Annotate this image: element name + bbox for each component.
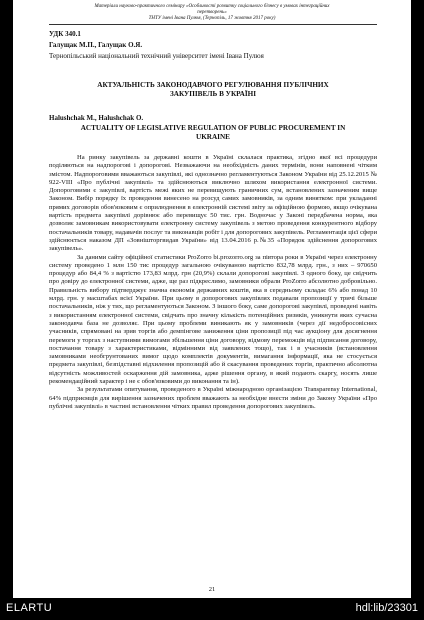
title-en-line-2: UKRAINE [196,133,230,141]
authors-ukrainian: Галущак М.П., Галущак О.Я. [49,41,143,49]
header-line-2: перетворень» [197,10,227,16]
title-ua-line-1: АКТУАЛЬНІСТЬ ЗАКОНОДАВЧОГО РЕГУЛЮВАННЯ ПУБЛІЧНИХ [97,81,329,89]
title-ukrainian [49,81,377,99]
footer-bar [0,598,424,620]
header-line-1: Матеріали науково-практичного семінару «Особливості розвитку соціального бізнесу в умовах інтеграційних [94,4,330,9]
handle-identifier: hdl:lib/23301 [355,602,418,614]
conference-header [53,4,371,23]
authors-english: Halushchak M., Halushchak O. [49,114,144,122]
paragraph: На ринку закупівель за державні кошти в Україні склалася практика, згідно якої всі процедури поділяються на надпорогові і допорогові. Незважаючи на необхідність даних термінів, вони наповнені чітким змістом. Надпороговими вважаються закупівлі, які однозначно регламентуються Законом України від 25.12.2015 № 922-VIII «Про публічні закупівлі» та здійснюються виключно шляхом використання електронної системи. Допороговими є закупівлі, вартість межі яких не перевищують граничних сум, встановлених зазначеним вище Законом. Вибір порядку їх проведення винесено на розсуд самих замовників, за одним винятком: при укладанні прямих договорів обов'язковим є оприлюднення в електронній системі звіту за офіційною формою, якщо очікувана вартість предмета закупівлі дорівнює або перевищує 50 тис. грн. Водночас у Законі передбачена норма, яка дозволяє замовникам використовувати електронну систему закупівель з метою проведення конкурентного відбору постачальників товару, надавачів послуг та виконавців робіт і для допорогових закупівель. Регламентація цієї сфери здійснюється наказом ДП «Зовнішторгвидав України» від 13.04.2016 р.№35 «Порядок здійснення допорогових закупівель». [49,154,377,253]
page-number: 21 [208,586,216,593]
header-line-3: ТНТУ імені Івана Пулюя, (Тернопіль, 17 жовтня 2017 року) [148,16,276,22]
paragraph: За даними сайту офіційної статистики ProZorro bi.prozorro.org за півтора роки в Україні через електронну систему проведено 1 млн 150 тис процедур загальною очікуваною вартістю 832,78 млрд. грн., з них – 970650 процедур або 84,4 % з вартістю 173,83 млрд. грн (20,9%) склали допорогові закупівлі. З одного боку, це свідчить про довіру до електронної системи, адже, ще раз підкреслимо, замовники обрали ProZorro абсолютно добровільно. Правильність вибору підтверджує значна економія державних коштів, яка в середньому складає 6% або понад 10 млрд. грн. у масштабах всієї України. При цьому в допорогових закупівлях подавали пропозиції у тричі більше постачальників, ніж у тих, що регламентуються Законом. З іншого боку, саме допорогові закупівлі, проведені навіть з використанням електронної системи, свідчать про значну кількість потенційних ризиків, уникнути яких сучасна законодавча база не дозволяє. При цьому проблеми виникають як у замовників (через дії недобросовісних учасників, спрямовані на зрив торгів або демпінгове заниження ціни пропозиції під час аукціону для досягнення перемоги у торгах з наступними вимогами збільшення ціни договору, відмову переможців від підписання договору, постачання товару з характеристиками, відмінними від заявлених тощо), так і в учасників (встановлення замовниками необгрунтованих вимог щодо комплектів документів, вимагання інформації, яка не стосується предмета закупівлі, безпідставні відхилення пропозицій або й скасування проведених торгів, практично абсолютна відсутність можливостей оскарження дій замовника, адже рішення органу, в який подають скаргу, носять лише рекомендаційний характер і не є обов'язковими до виконання та ін). [49,253,377,386]
title-en-line-1: ACTUALITY OF LEGISLATIVE REGULATION OF PUBLIC PROCUREMENT IN [80,124,346,132]
repository-name: ELARTU [6,602,53,614]
affiliation: Тернопільський національний технічний університет імені Івана Пулюя [49,52,264,60]
udk-code: УДК 340.1 [49,30,81,38]
title-ua-line-2: ЗАКУПІВЕЛЬ В УКРАЇНІ [169,90,257,98]
header-divider [49,24,377,25]
body-text [49,154,377,411]
paragraph: За результатами опитування, проведеного в Україні міжнародною організацією Transparensy International, 64% підприємців для вирішення зазначених проблем вважають за необхідне внести зміни до Закону України «Про публічні закупівлі» в частині встановлення чітких правил проведення допорогових закупівель. [49,386,377,410]
title-english [49,124,377,142]
document-page [13,0,411,598]
